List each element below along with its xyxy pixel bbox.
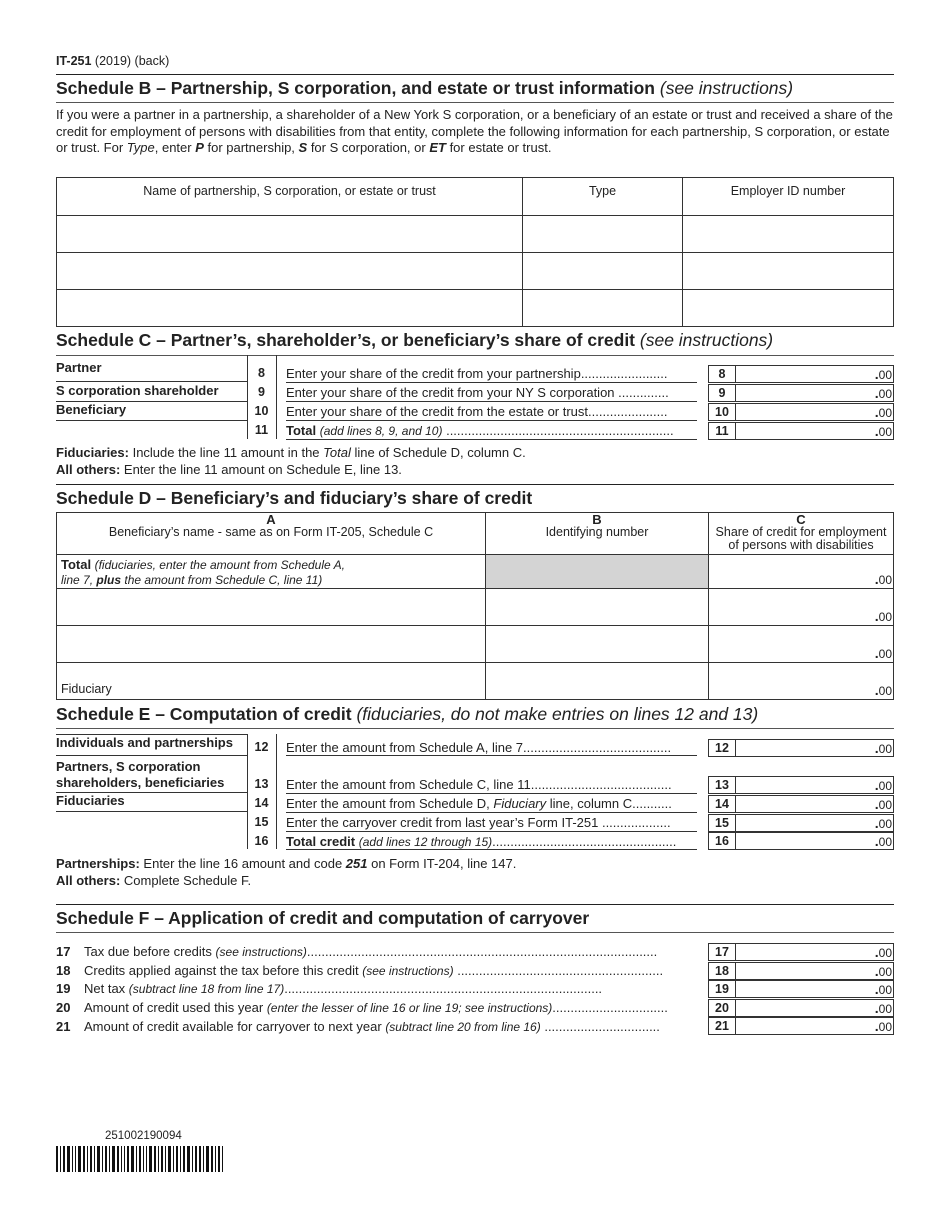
type-input[interactable] <box>523 253 683 290</box>
schedule-c-title: Schedule C – Partner’s, shareholder’s, or beneficiary’s share of credit (see instructions) <box>56 330 774 350</box>
beneficiary-share-amount[interactable]: .00 <box>709 589 894 626</box>
line-19-amount[interactable]: .00 <box>736 980 894 998</box>
schedule-e-note: (fiduciaries, do not make entries on lines 12 and 13) <box>356 704 759 724</box>
line-10-amount[interactable]: .00 <box>736 403 894 421</box>
schedule-c-fiduciaries-note: Fiduciaries: Include the line 11 amount in the Total line of Schedule D, column C. <box>56 445 526 460</box>
schedule-b-table <box>56 177 894 327</box>
col-a-header: A Beneficiary’s name - same as on Form IT-205, Schedule C <box>57 513 486 555</box>
beneficiary-id-input[interactable] <box>486 626 709 663</box>
line-20-number: 20 <box>708 999 736 1017</box>
line-16-label: Total credit (add lines 12 through 15)................................................... <box>286 834 677 849</box>
fiduciary-row-label: Fiduciary <box>57 663 486 700</box>
line-12-amount[interactable]: .00 <box>736 739 894 757</box>
line-19-label: 19 Net tax (subtract line 18 from line 17)........................................................................................ <box>56 981 603 996</box>
line-10-label: Enter your share of the credit from the estate or trust...................... <box>286 404 668 419</box>
form-page: IT-251 (2019) (back) Schedule B – Partnership, S corporation, and estate or trust information (see instructions) If you were a partner in a partnership, a shareholder of a New York S corporation, or a beneficiary of an estate or trust and received a share of the credit for employment of persons with disabilities from that entity, complete the following information for each partnership, S corporation, or estate or trust. For Type, enter P for partnership, S for S corporation, or ET for estate or trust. Name of partnership, S corporation, or estate or trust Type Employer ID number Schedule C – Partner’s, shareholder’s, or beneficiary’s share of credit (see instructions) Partner S corporation shareholder Beneficiary 8 9 10 11 Enter your share of the credit from your partnership........................ Enter your share of the credit from your NY S corporation .............. Enter your share of the credit from the estate or trust...................... Total (add lines 8, 9, and 10) ............................................................... 8 .00 9 .00 10 .00 11 .00 Fiduciaries: Include the line 11 amount in the Total line of Schedule D, column C. All others: Enter the line 11 amount on Schedule E, line 13. Schedule D – Beneficiary’s and fiduciary’s share of credit A Beneficiary’s name - same as on Form IT-205, Schedule C B Identifying number C Share of credit for employment of persons with disabilities Total (fiduciaries, enter the amount from Schedule A, line 7, plus the amount from Schedule C, line 11) .00 .00 .00 Fiduciary .00 Schedule E – Computation of credit (fiduciaries, do not make entries on lines 12 and 13) Individuals and partnerships Partners, S corporation shareholders, beneficiaries Fiduciaries 12 13 14 15 16 Enter the amount from Schedule A, line 7......................................... Enter the amount from Schedule C, line 11....................................... Enter the amount from Schedule D, Fiduciary line, column C........... Enter the carryover credit from last year’s Form IT-251 ................... Total credit (add lines 12 through 15)................................................... 12 .00 13 .00 14 .00 15 .00 16 .00 Partnerships: Enter the line 16 amount and code 251 on Form IT-204, line 147. All others: Complete Schedule F. Schedule F – Application of credit and computation of carryover 17 Tax due before credits (see instructions)................................................................................................. 18 Credits applied against the tax before this credit (see instructions) ......................................................... 19 Net tax (subtract line 18 from line 17)........................................................................................ 20 Amount of credit used this year (enter the lesser of line 16 or line 19; see instructions)................................ 21 Amount of credit available for carryover to next year (subtract line 20 from line 16) ................................ 17 .00 18 .00 19 .00 20 .00 21 .00 251002190094 <box>56 0 894 1230</box>
line-9-amount[interactable]: .00 <box>736 384 894 402</box>
fiduciary-share-amount[interactable]: .00 <box>709 663 894 700</box>
line-8-amount[interactable]: .00 <box>736 365 894 383</box>
col-c-header: C Share of credit for employment of persons with disabilities <box>709 513 894 555</box>
line-13-amount[interactable]: .00 <box>736 776 894 794</box>
line-21-label: 21 Amount of credit available for carryover to next year (subtract line 20 from line 16) ................................ <box>56 1019 660 1034</box>
line-9-number: 9 <box>708 384 736 402</box>
type-input[interactable] <box>523 290 683 327</box>
line-18-amount[interactable]: .00 <box>736 962 894 980</box>
schedule-c-note: (see instructions) <box>639 330 774 350</box>
beneficiary-name-input[interactable] <box>57 589 486 626</box>
line-17-number: 17 <box>708 943 736 961</box>
line-21-amount[interactable]: .00 <box>736 1017 894 1035</box>
label-partner: Partner <box>56 360 102 375</box>
label-beneficiary: Beneficiary <box>56 402 127 417</box>
schedule-d-table <box>56 512 894 700</box>
line-10-number: 10 <box>708 403 736 421</box>
line-15-label: Enter the carryover credit from last year’s Form IT-251 ................... <box>286 815 671 830</box>
line-13-label: Enter the amount from Schedule C, line 11....................................... <box>286 777 672 792</box>
line-17-amount[interactable]: .00 <box>736 943 894 961</box>
label-partners-shareholders: Partners, S corporation shareholders, beneficiaries <box>56 759 225 790</box>
col-header-ein: Employer ID number <box>683 178 894 216</box>
line-19-number: 19 <box>708 980 736 998</box>
line-14-amount[interactable]: .00 <box>736 795 894 813</box>
line-12-number: 12 <box>708 739 736 757</box>
schedule-b-note: (see instructions) <box>659 78 794 98</box>
col-header-name: Name of partnership, S corporation, or estate or trust <box>57 178 523 216</box>
line-14-number: 14 <box>708 795 736 813</box>
schedule-d-title: Schedule D – Beneficiary’s and fiduciary’s share of credit <box>56 488 533 508</box>
label-fiduciaries: Fiduciaries <box>56 793 125 808</box>
label-s-corp-shareholder: S corporation shareholder <box>56 383 219 398</box>
schedule-c-allothers-note: All others: Enter the line 11 amount on Schedule E, line 13. <box>56 462 402 477</box>
line-11-label: Total (add lines 8, 9, and 10) ............................................................... <box>286 423 674 438</box>
schedule-e-title: Schedule E – Computation of credit (fiduciaries, do not make entries on lines 12 and 13) <box>56 704 759 724</box>
name-input[interactable] <box>57 253 523 290</box>
col-header-type: Type <box>523 178 683 216</box>
schedule-e-partnerships-note: Partnerships: Enter the line 16 amount and code 251 on Form IT-204, line 147. <box>56 856 517 871</box>
line-16-number: 16 <box>708 832 736 850</box>
ein-input[interactable] <box>683 216 894 253</box>
ein-input[interactable] <box>683 253 894 290</box>
label-individuals-partnerships: Individuals and partnerships <box>56 735 233 750</box>
line-20-label: 20 Amount of credit used this year (enter the lesser of line 16 or line 19; see instructions)................................ <box>56 1000 668 1015</box>
fiduciary-id-input[interactable] <box>486 663 709 700</box>
line-15-amount[interactable]: .00 <box>736 814 894 832</box>
line-16-amount[interactable]: .00 <box>736 832 894 850</box>
line-9-label: Enter your share of the credit from your NY S corporation .............. <box>286 385 669 400</box>
barcode-icon <box>56 1146 225 1172</box>
total-row-amount[interactable]: .00 <box>709 555 894 589</box>
beneficiary-share-amount[interactable]: .00 <box>709 626 894 663</box>
line-8-number: 8 <box>708 365 736 383</box>
form-identifier <box>56 54 169 68</box>
beneficiary-id-input[interactable] <box>486 589 709 626</box>
line-8-label: Enter your share of the credit from your partnership........................ <box>286 366 668 381</box>
line-11-number: 11 <box>708 422 736 440</box>
line-11-amount[interactable]: .00 <box>736 422 894 440</box>
line-20-amount[interactable]: .00 <box>736 999 894 1017</box>
total-row-shaded <box>486 555 709 589</box>
schedule-b-title: Schedule B – Partnership, S corporation, and estate or trust information (see instructions) <box>56 78 794 98</box>
total-row-label: Total (fiduciaries, enter the amount from Schedule A, line 7, plus the amount from Schedule C, line 11) <box>57 555 486 589</box>
line-15-number: 15 <box>708 814 736 832</box>
barcode-number: 251002190094 <box>105 1130 182 1142</box>
schedule-f-title: Schedule F – Application of credit and computation of carryover <box>56 908 590 928</box>
beneficiary-name-input[interactable] <box>57 626 486 663</box>
col-b-header: B Identifying number <box>486 513 709 555</box>
line-12-label: Enter the amount from Schedule A, line 7......................................... <box>286 740 672 755</box>
line-18-number: 18 <box>708 962 736 980</box>
ein-input[interactable] <box>683 290 894 327</box>
type-input[interactable] <box>523 216 683 253</box>
line-14-label: Enter the amount from Schedule D, Fiduciary line, column C........... <box>286 796 672 811</box>
line-13-number: 13 <box>708 776 736 794</box>
schedule-e-allothers-note: All others: Complete Schedule F. <box>56 873 252 888</box>
line-18-label: 18 Credits applied against the tax before this credit (see instructions) ......................................................... <box>56 963 664 978</box>
form-id: IT-251 <box>56 54 92 68</box>
schedule-b-instructions: If you were a partner in a partnership, a shareholder of a New York S corporation, or a beneficiary of an estate or trust and received a share of the credit for employment of persons with disabilities from that entity, complete the following information for each partnership, S corporation, or estate or trust. For Type, enter P for partnership, S for S corporation, or ET for estate or trust. <box>56 107 893 155</box>
name-input[interactable] <box>57 290 523 327</box>
line-17-label: 17 Tax due before credits (see instructions)................................................................................................. <box>56 944 658 959</box>
name-input[interactable] <box>57 216 523 253</box>
form-year: (2019) (back) <box>94 54 170 68</box>
line-21-number: 21 <box>708 1017 736 1035</box>
